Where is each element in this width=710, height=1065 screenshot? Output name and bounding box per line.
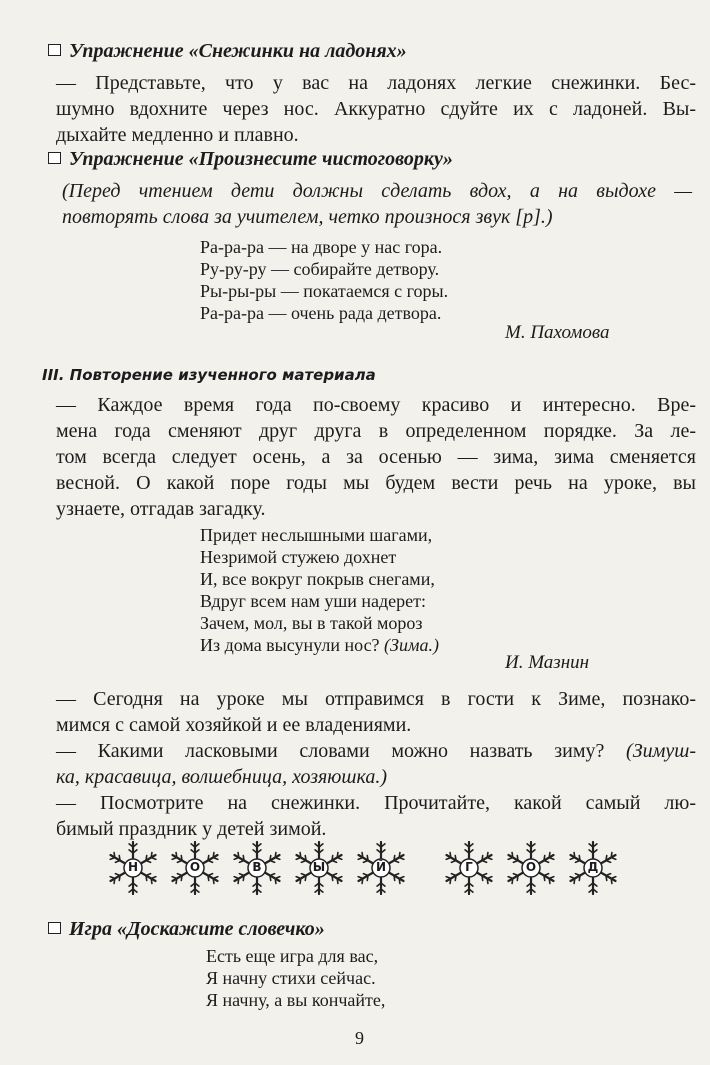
text-line: мена года сменяют друг друга в определенном порядке. За ле- [56, 420, 696, 442]
snowflake-letter: О [189, 860, 201, 874]
snowflake-icon [229, 838, 285, 898]
text-line: бимый праздник у детей зимой. [56, 818, 327, 840]
snowflake-icon [167, 838, 223, 898]
snowflake-icon [503, 838, 559, 898]
poem-line: И, все вокруг покрыв снегами, [200, 569, 435, 589]
text-line: — Представьте, что у вас на ладонях легкие снежинки. Бес- [56, 72, 696, 94]
answer-text: (Зимуш- [626, 740, 696, 762]
text-line: повторять слова за учителем, четко произнося звук [р].) [62, 206, 553, 228]
exercise-heading-snowflakes [48, 40, 407, 63]
text-line: — Каждое время года по-своему красиво и интересно. Вре- [56, 394, 696, 416]
exercise-text [56, 70, 696, 148]
poem-line: Я начну, а вы кончайте, [206, 990, 386, 1010]
snowflake-icon [441, 838, 497, 898]
text-line: том всегда следует осень, а за осенью — зима, зима сменяется [56, 446, 696, 468]
poem-line: Из дома высунули нос? [200, 635, 380, 655]
exercise-heading-tongue-twister [48, 148, 453, 171]
riddle-author: И. Мазнин [505, 652, 590, 673]
poem-line: Я начну стихи сейчас. [206, 968, 376, 988]
snowflake-letter: Н [127, 860, 139, 874]
game-title: Игра «Доскажите словечко» [69, 918, 325, 940]
text-line: — Посмотрите на снежинки. Прочитайте, какой самый лю- [56, 792, 696, 814]
section-intro-paragraph [56, 392, 696, 522]
snowflake-letter: Й [375, 860, 387, 874]
question-text: — Какими ласковыми словами можно назвать зиму? [56, 740, 605, 762]
text-line: весной. О какой поре годы мы будем вести речь на уроке, вы [56, 472, 696, 494]
poem-line: Ра-ра-ра — очень рада детвора. [200, 303, 442, 323]
poem-line: Ра-ра-ра — на дворе у нас гора. [200, 237, 443, 257]
game-poem [206, 945, 385, 1011]
checkbox-bullet-icon [48, 922, 61, 934]
tongue-twister-poem [200, 236, 448, 324]
poem-line: Придет неслышными шагами, [200, 525, 433, 545]
snowflake-letter: О [525, 860, 537, 874]
answer-text: ка, красавица, волшебница, хозяюшка.) [56, 766, 388, 788]
snowflake-letter: Ы [312, 860, 326, 874]
poem-line: Зачем, мол, вы в такой мороз [200, 613, 423, 633]
riddle-poem [200, 524, 439, 656]
snowflake-letter: Д [587, 860, 599, 874]
question-paragraph [56, 738, 696, 790]
text-line: дыхайте медленно и плавно. [56, 124, 299, 146]
text-line: шумно вдохните через нос. Аккуратно сдуйте их с ладоней. Вы- [56, 98, 696, 120]
page-number: 9 [355, 1028, 364, 1048]
poem-line: Есть еще игра для вас, [206, 946, 379, 966]
checkbox-bullet-icon [48, 152, 61, 164]
game-heading [48, 918, 325, 941]
snowflake-task-paragraph [56, 790, 696, 842]
snowflake-letters [105, 838, 625, 902]
text-line: — Сегодня на уроке мы отправимся в гости к Зиме, познако- [56, 688, 696, 710]
snowflake-icon [291, 838, 347, 898]
snowflake-letter: Г [465, 860, 473, 874]
poem-line: Незримой стужею дохнет [200, 547, 397, 567]
lesson-paragraph [56, 686, 696, 738]
text-line: узнаете, отгадав загадку. [56, 498, 266, 520]
poem-author: М. Пахомова [505, 322, 610, 343]
exercise-title: Упражнение «Произнесите чистоговорку» [69, 148, 453, 170]
exercise-instruction [62, 178, 692, 230]
section-heading: III. Повторение изученного материала [42, 366, 376, 384]
snowflake-icon [105, 838, 161, 898]
snowflake-letter: В [252, 860, 262, 874]
text-line: (Перед чтением дети должны сделать вдох, а на выдохе — [62, 180, 692, 202]
exercise-title: Упражнение «Снежинки на ладонях» [69, 40, 407, 62]
poem-line: Ры-ры-ры — покатаемся с горы. [200, 281, 449, 301]
riddle-answer: (Зима.) [384, 635, 439, 655]
text-line: мимся с самой хозяйкой и ее владениями. [56, 714, 412, 736]
checkbox-bullet-icon [48, 44, 61, 56]
snowflake-icon [565, 838, 621, 898]
poem-line: Ру-ру-ру — собирайте детвору. [200, 259, 440, 279]
poem-line: Вдруг всем нам уши надерет: [200, 591, 426, 611]
snowflake-icon [353, 838, 409, 898]
